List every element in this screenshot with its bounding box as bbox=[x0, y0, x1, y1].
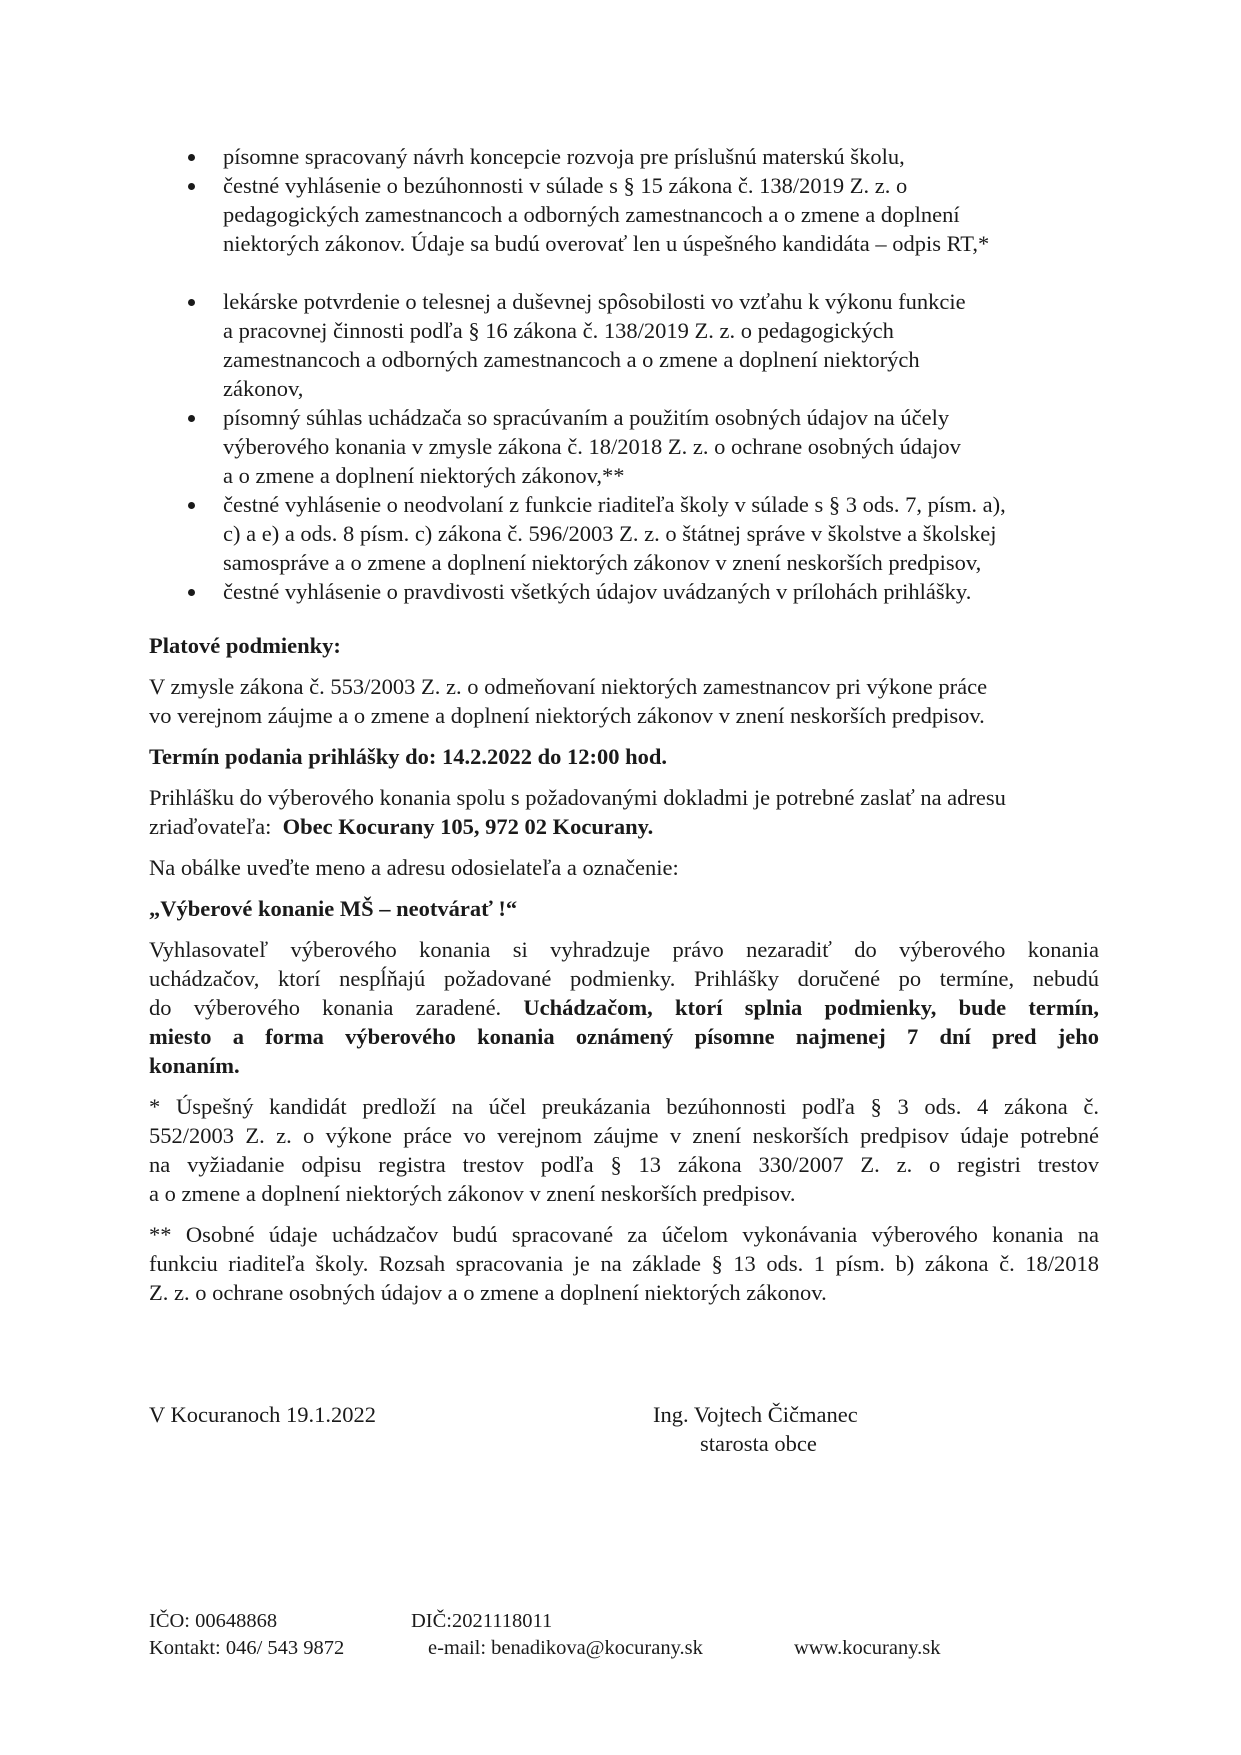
requirements-list bbox=[149, 142, 1099, 606]
list-item bbox=[149, 287, 1099, 403]
submission-prefix: zriaďovateľa: bbox=[149, 814, 283, 839]
reservation-bold: Uchádzačom, ktorí splnia podmienky, bude termín, bbox=[523, 995, 1099, 1020]
footnote-line: Z. z. o ochrane osobných údajov a o zmene a doplnení niektorých zákonov. bbox=[149, 1280, 827, 1305]
salary-heading: Platové podmienky: bbox=[149, 633, 341, 658]
list-item-text: písomný súhlas uchádzača so spracúvaním a použitím osobných údajov na účely bbox=[223, 405, 950, 430]
list-item-text: zamestnancoch a odborných zamestnancoch a o zmene a doplnení niektorých bbox=[223, 347, 920, 372]
bullet-icon bbox=[188, 589, 195, 596]
reservation-line bbox=[149, 993, 1099, 1022]
footnote-line: 552/2003 Z. z. o výkone práce vo verejnom záujme v znení neskorších predpisov údaje potrebné bbox=[149, 1123, 1099, 1148]
list-item-text: niektorých zákonov. Údaje sa budú overovať len u úspešného kandidáta – odpis RT,* bbox=[223, 231, 990, 256]
footer-contact: Kontakt: 046/ 543 9872 bbox=[149, 1637, 345, 1659]
footnote-line: * Úspešný kandidát predloží na účel preukázania bezúhonnosti podľa § 3 ods. 4 zákona č. bbox=[149, 1094, 1099, 1119]
reservation-line: uchádzačov, ktorí nespĺňajú požadované podmienky. Prihlášky doručené po termíne, nebudú bbox=[149, 966, 1099, 991]
reservation-text bbox=[149, 935, 1099, 1080]
deadline: Termín podania prihlášky do: 14.2.2022 do 12:00 hod. bbox=[149, 744, 668, 769]
list-item-text: zákonov, bbox=[223, 376, 304, 401]
signatory-role: starosta obce bbox=[700, 1431, 817, 1456]
submission-line: Prihlášku do výberového konania spolu s požadovanými dokladmi je potrebné zaslať na adresu bbox=[149, 785, 1006, 810]
reservation-line: konaním. bbox=[149, 1053, 240, 1078]
footer-ico: IČO: 00648868 bbox=[149, 1610, 278, 1632]
reservation-normal: do výberového konania zaradené. bbox=[149, 995, 524, 1020]
salary-text bbox=[149, 672, 1099, 730]
list-item-text: čestné vyhlásenie o bezúhonnosti v súlade s § 15 zákona č. 138/2019 Z. z. o bbox=[223, 173, 908, 198]
list-item bbox=[149, 490, 1099, 577]
footnote-line: na vyžiadanie odpisu registra trestov podľa § 13 zákona 330/2007 Z. z. o registri trestov bbox=[149, 1152, 1099, 1177]
place-date: V Kocuranoch 19.1.2022 bbox=[149, 1402, 377, 1427]
submission-address: Obec Kocurany 105, 972 02 Kocurany. bbox=[282, 814, 654, 839]
list-item-text: a o zmene a doplnení niektorých zákonov,** bbox=[223, 463, 625, 488]
list-item-text: výberového konania v zmysle zákona č. 18/2018 Z. z. o ochrane osobných údajov bbox=[223, 434, 961, 459]
list-item-text: čestné vyhlásenie o neodvolaní z funkcie riaditeľa školy v súlade s § 3 ods. 7, písm. a), bbox=[223, 492, 1006, 517]
bullet-icon bbox=[188, 502, 195, 509]
footnote-line: a o zmene a doplnení niektorých zákonov v znení neskorších predpisov. bbox=[149, 1181, 796, 1206]
list-item bbox=[149, 171, 1099, 258]
footnote-line: ** Osobné údaje uchádzačov budú spracované za účelom vykonávania výberového konania na bbox=[149, 1222, 1099, 1247]
footer bbox=[149, 1608, 1099, 1662]
list-item-text: písomne spracovaný návrh koncepcie rozvoja pre príslušnú materskú školu, bbox=[223, 144, 905, 169]
footnote-1 bbox=[149, 1092, 1099, 1208]
bullet-icon bbox=[188, 183, 195, 190]
submission-text bbox=[149, 783, 1099, 841]
list-item-text: lekárske potvrdenie o telesnej a duševnej spôsobilosti vo vzťahu k výkonu funkcie bbox=[223, 289, 966, 314]
document-body bbox=[149, 142, 1099, 1307]
signatory-name: Ing. Vojtech Čičmanec bbox=[653, 1402, 858, 1427]
footer-email[interactable]: e-mail: benadikova@kocurany.sk bbox=[428, 1637, 703, 1659]
list-item-text: pedagogických zamestnancoch a odborných zamestnancoch a o zmene a doplnení bbox=[223, 202, 960, 227]
list-item bbox=[149, 142, 1099, 171]
list-item-text: a pracovnej činnosti podľa § 16 zákona č. 138/2019 Z. z. o pedagogických bbox=[223, 318, 894, 343]
footer-row bbox=[149, 1608, 1099, 1635]
list-item-text: c) a e) a ods. 8 písm. c) zákona č. 596/2003 Z. z. o štátnej správe v školstve a školskej bbox=[223, 521, 997, 546]
footer-dic: DIČ:2021118011 bbox=[411, 1610, 553, 1632]
footnote-line: funkciu riaditeľa školy. Rozsah spracovania je na základe § 13 ods. 1 písm. b) zákona č. 18/2018 bbox=[149, 1251, 1099, 1276]
submission-line bbox=[149, 812, 1099, 841]
list-item bbox=[149, 403, 1099, 490]
bullet-icon bbox=[188, 415, 195, 422]
list-item-text: čestné vyhlásenie o pravdivosti všetkých údajov uvádzaných v prílohách prihlášky. bbox=[223, 579, 972, 604]
reservation-line: Vyhlasovateľ výberového konania si vyhradzuje právo nezaradiť do výberového konania bbox=[149, 937, 1099, 962]
list-item bbox=[149, 577, 1099, 606]
envelope-note: Na obálke uveďte meno a adresu odosielateľa a označenie: bbox=[149, 855, 679, 880]
list-item-text: samospráve a o zmene a doplnení niektorých zákonov v znení neskorších predpisov, bbox=[223, 550, 982, 575]
salary-text-line: vo verejnom záujme a o zmene a doplnení niektorých zákonov v znení neskorších predpisov. bbox=[149, 703, 985, 728]
signature-block bbox=[149, 1400, 1099, 1460]
reservation-line: miesto a forma výberového konania oznámený písomne najmenej 7 dní pred jeho bbox=[149, 1024, 1099, 1049]
footer-row bbox=[149, 1635, 1099, 1662]
bullet-icon bbox=[188, 154, 195, 161]
footnote-2 bbox=[149, 1220, 1099, 1307]
footer-website[interactable]: www.kocurany.sk bbox=[794, 1637, 941, 1659]
envelope-label: „Výberové konanie MŠ – neotvárať !“ bbox=[149, 896, 518, 921]
salary-text-line: V zmysle zákona č. 553/2003 Z. z. o odmeňovaní niektorých zamestnancov pri výkone práce bbox=[149, 674, 988, 699]
bullet-icon bbox=[188, 299, 195, 306]
